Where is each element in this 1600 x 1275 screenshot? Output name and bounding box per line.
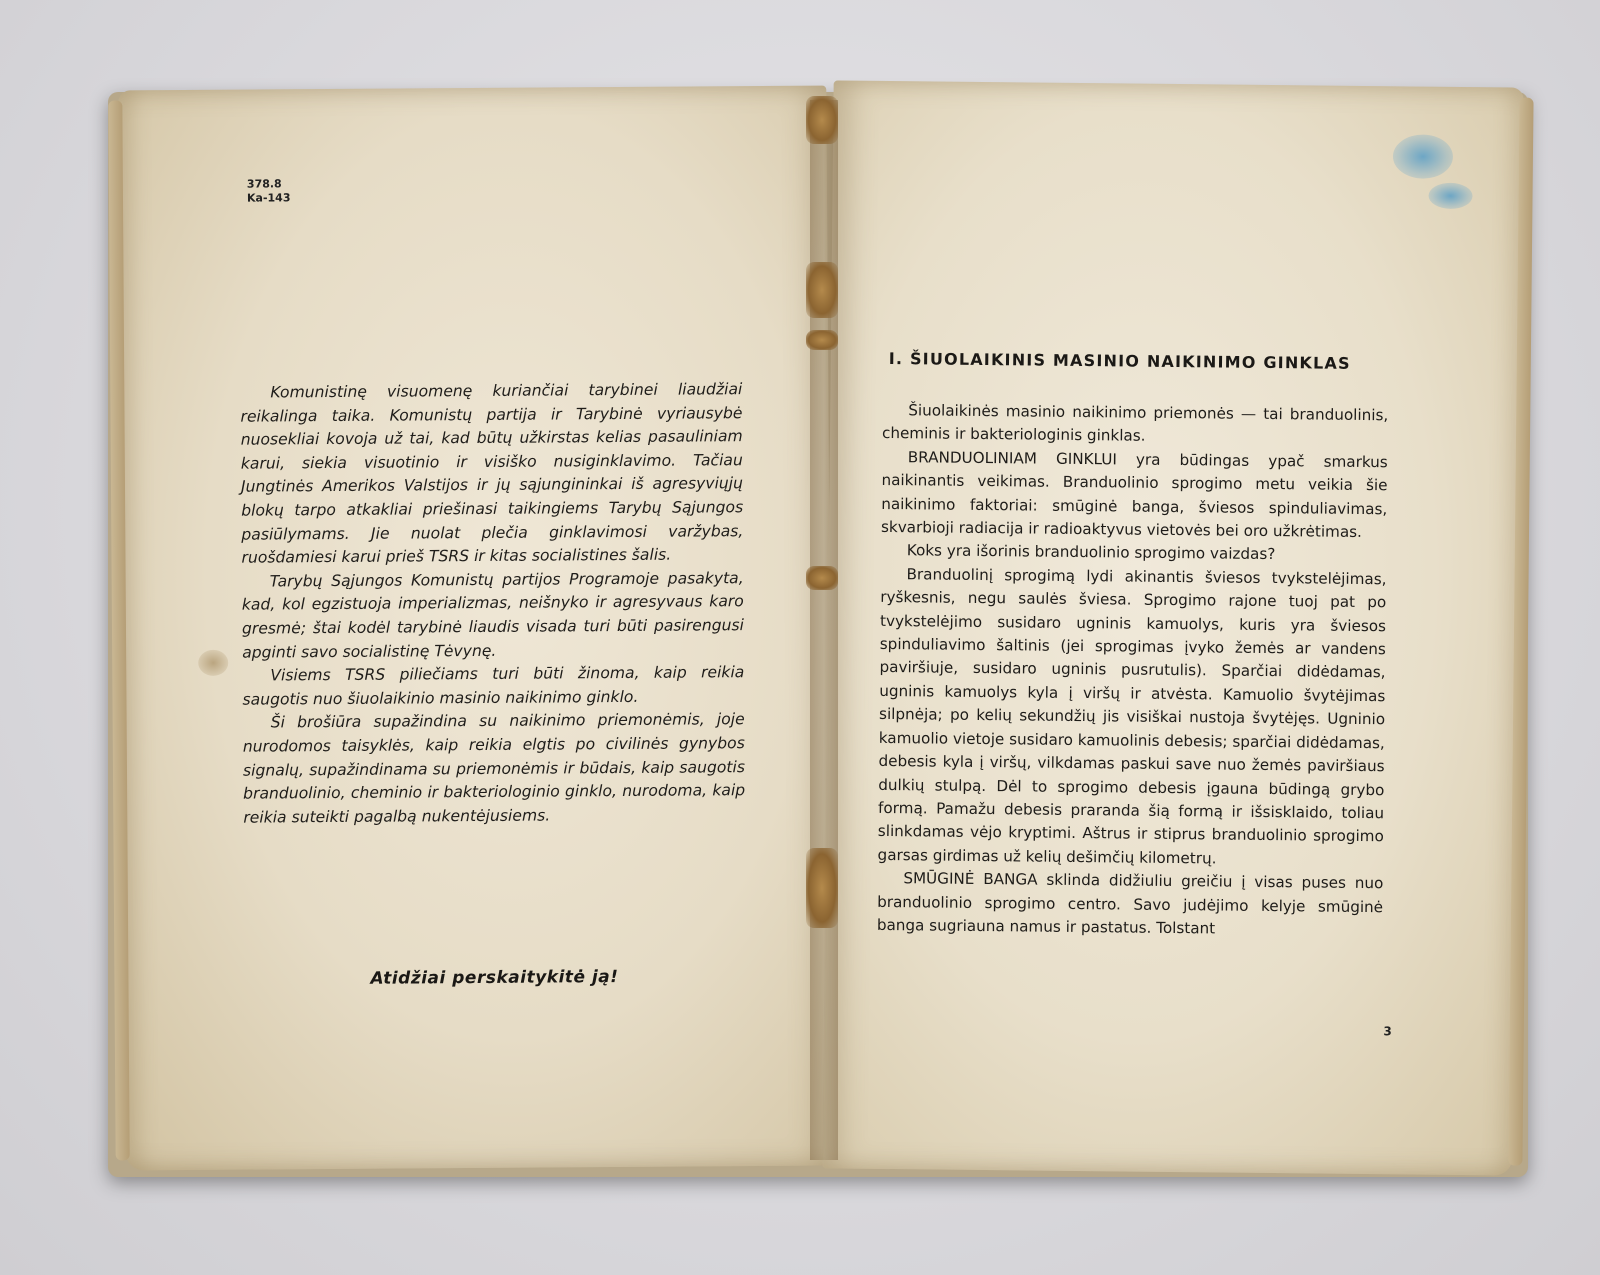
body-paragraph: SMŪGINĖ BANGA sklinda didžiuliu greičiu į visas puses nuo branduolinio sprogimo centro. Savo judėjimo kelyje smūginė banga sugriauna namus ir pastatus. Tolstant	[876, 869, 1384, 938]
catalog-mark-line: Ka-143	[246, 191, 291, 205]
foreword-paragraph: Visiems TSRS piliečiams turi būti žinoma, kaip reikia saugotis nuo šiuolaikinio masinio naikinimo ginklo.	[242, 663, 745, 709]
chapter-title: I. ŠIUOLAIKINIS MASINIO NAIKINIMO GINKLAS	[888, 349, 1351, 373]
motto: Atidžiai perskaitykitė ją!	[370, 967, 619, 989]
foreword-paragraph: Tarybų Sąjungos Komunistų partijos Programoje pasakyta, kad, kol egzistuoja imperializmas, neišnyko ir agresyvaus karo gresmė; štai kodėl tarybinė liaudis visada turi būti pasirengusi apginti savo socialistinę Tėvynę.	[241, 568, 745, 662]
right-page	[822, 80, 1523, 1175]
book-spine	[810, 100, 838, 1160]
catalog-mark-line: 378.8	[246, 177, 282, 191]
body-paragraph: Šiuolaikinės masinio naikinimo priemonės — tai branduolinis, cheminis ir bakteriologinis ginklas.	[881, 401, 1389, 446]
foreword-text	[240, 378, 745, 830]
catalog-mark	[247, 177, 291, 205]
binding-stitch	[806, 330, 838, 350]
chapter-body	[877, 399, 1389, 943]
body-paragraph: BRANDUOLINIAM GINKLUI yra būdingas ypač smarkus naikinantis veikimas. Branduolinio sprogimo metu veikia šie naikinimo faktoriai: smūginė banga, šviesos spinduliavimas, skvarbioji radiacija ir radioaktyvus vietovės bei oro užkrėtimas.	[880, 448, 1388, 542]
left-page	[118, 86, 834, 1171]
body-paragraph: Branduolinį sprogimą lydi akinantis šviesos tvykstelėjimas, ryškesnis, negu saulės šviesa. Sprogimo rajone tuoj pat po tvykstelėjimo susidaro ugninis kamuolys, kuris yra šviesos spinduliavimo šaltinis (jei sprogimas įvyko žemės ar vandens paviršiuje, susidaro ugninis pusrutulis). Sparčiai didėdamas, ugninis kamuolys kyla į viršų ir atvėsta. Kamuolio švytėjimas silpnėja; po kelių sekundžių jis visiškai nustoja švytėjęs. Ugninio kamuolio vietoje susidaro kamuolinis debesis; sparčiai didėdamas, debesis kyla į viršų, vilkdamas paskui save nuo žemės paviršiaus dulkių stulpą. Dėl to sprogimo debesis įgauna būdingą grybo formą. Pamažu debesis praranda šią formą ir išsisklaido, toliau slinkdamas vėjo kryptimi. Aštrus ir stiprus branduolinio sprogimo garsas girdimas už kelių dešimčių kilometrų.	[877, 565, 1387, 868]
binding-stitch	[806, 848, 838, 928]
right-page-edge	[1508, 98, 1533, 1166]
binding-stitch	[806, 566, 838, 590]
paper-stain	[198, 650, 228, 676]
foreword-paragraph: Komunistinę visuomenę kuriančiai tarybinei liaudžiai reikalinga taika. Komunistų partija ir Tarybinė vyriausybė nuosekliai kovoja už tai, kad būtų užkirstas kelias pasauliniam karui, siekia visuotinio ir visiško nusiginklavimo. Tačiau Jungtinės Amerikos Valstijos ir jų sąjungininkai iš agresyviųjų blokų tarpo atkakliai priešinasi taikingiems Tarybų Sąjungos pasiūlymams. Jie nuolat plečia ginklavimosi varžybas, ruošdamiesi karui prieš TSRS ir kitas socialistines šalis.	[240, 380, 744, 567]
binding-stitch	[806, 96, 838, 144]
ink-stain	[1428, 183, 1472, 209]
body-paragraph: Koks yra išorinis branduolinio sprogimo vaizdas?	[906, 541, 1276, 564]
ink-stain	[1393, 134, 1453, 179]
foreword-paragraph: Ši brošiūra supažindina su naikinimo priemonėmis, joje nurodomos taisyklės, kaip reikia elgtis po civilinės gynybos signalų, supažindinama su priemonėmis ir būdais, kaip saugotis branduolinio, cheminio ir bakteriologinio ginklo, nurodoma, kaip reikia suteikti pagalbą nukentėjusiems.	[242, 710, 746, 827]
binding-stitch	[806, 262, 838, 318]
page-number: 3	[1383, 1024, 1392, 1039]
